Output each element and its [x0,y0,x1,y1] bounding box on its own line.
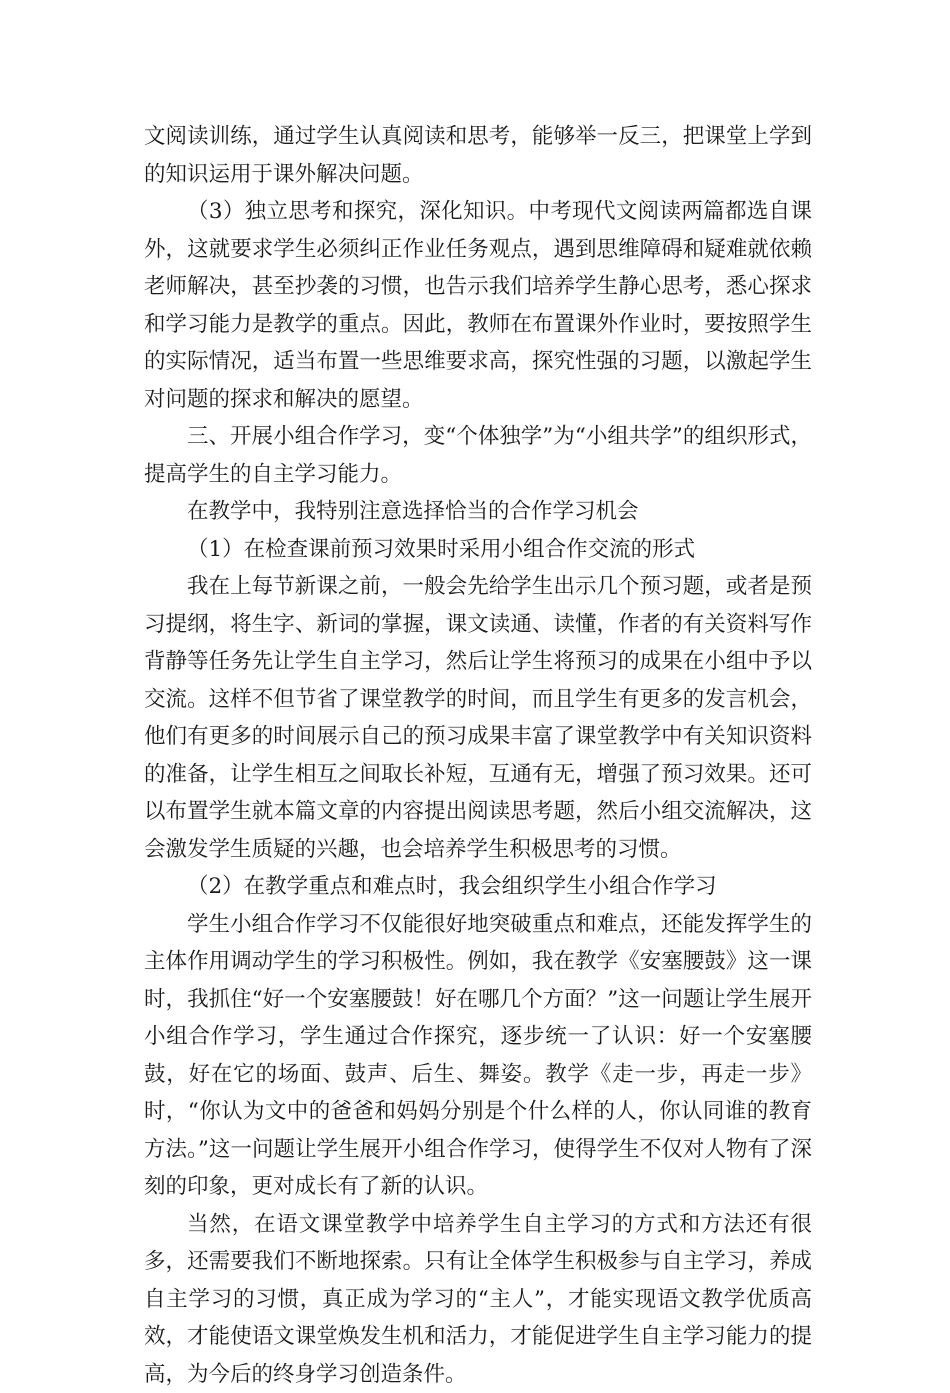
paragraph-intro: 在教学中，我特别注意选择恰当的合作学习机会 [144,493,812,531]
paragraph-item-3: （3）独立思考和探究，深化知识。中考现代文阅读两篇都选自课外，这就要求学生必须纠正作业任务观点，遇到思维障碍和疑难就依赖老师解决，甚至抄袭的习惯，也告示我们培养学生静心思考，悉心探求和学习能力是教学的重点。因此，教师在布置课外作业时，要按照学生的实际情况，适当布置一些思维要求高，探究性强的习题，以激起学生对问题的探求和解决的愿望。 [144,193,812,418]
document-body [144,118,812,1393]
subheading-1: （1）在检查课前预习效果时采用小组合作交流的形式 [144,531,812,569]
section-heading-3: 三、开展小组合作学习，变“个体独学”为“小组共学”的组织形式，提高学生的自主学习能力。 [144,418,812,493]
paragraph-conclusion: 当然，在语文课堂教学中培养学生自主学习的方式和方法还有很多，还需要我们不断地探索。只有让全体学生积极参与自主学习，养成自主学习的习惯，真正成为学习的“主人”，才能实现语文教学优质高效，才能使语文课堂焕发生机和活力，才能促进学生自主学习能力的提高，为今后的终身学习创造条件。 [144,1206,812,1393]
paragraph-continuation: 文阅读训练，通过学生认真阅读和思考，能够举一反三，把课堂上学到的知识运用于课外解决问题。 [144,118,812,193]
paragraph-group-study: 学生小组合作学习不仅能很好地突破重点和难点，还能发挥学生的主体作用调动学生的学习积极性。例如，我在教学《安塞腰鼓》这一课时，我抓住“好一个安塞腰鼓！好在哪几个方面？”这一问题让学生展开小组合作学习，学生通过合作探究，逐步统一了认识：好一个安塞腰鼓，好在它的场面、鼓声、后生、舞姿。教学《走一步，再走一步》时，“你认为文中的爸爸和妈妈分别是个什么样的人，你认同谁的教育方法。”这一问题让学生展开小组合作学习，使得学生不仅对人物有了深刻的印象，更对成长有了新的认识。 [144,906,812,1206]
subheading-2: （2）在教学重点和难点时，我会组织学生小组合作学习 [144,868,812,906]
paragraph-preview: 我在上每节新课之前，一般会先给学生出示几个预习题，或者是预习提纲，将生字、新词的掌握，课文读通、读懂，作者的有关资料写作背静等任务先让学生自主学习，然后让学生将预习的成果在小组中予以交流。这样不但节省了课堂教学的时间，而且学生有更多的发言机会，他们有更多的时间展示自己的预习成果丰富了课堂教学中有关知识资料的准备，让学生相互之间取长补短，互通有无，增强了预习效果。还可以布置学生就本篇文章的内容提出阅读思考题，然后小组交流解决，这会激发学生质疑的兴趣，也会培养学生积极思考的习惯。 [144,568,812,868]
